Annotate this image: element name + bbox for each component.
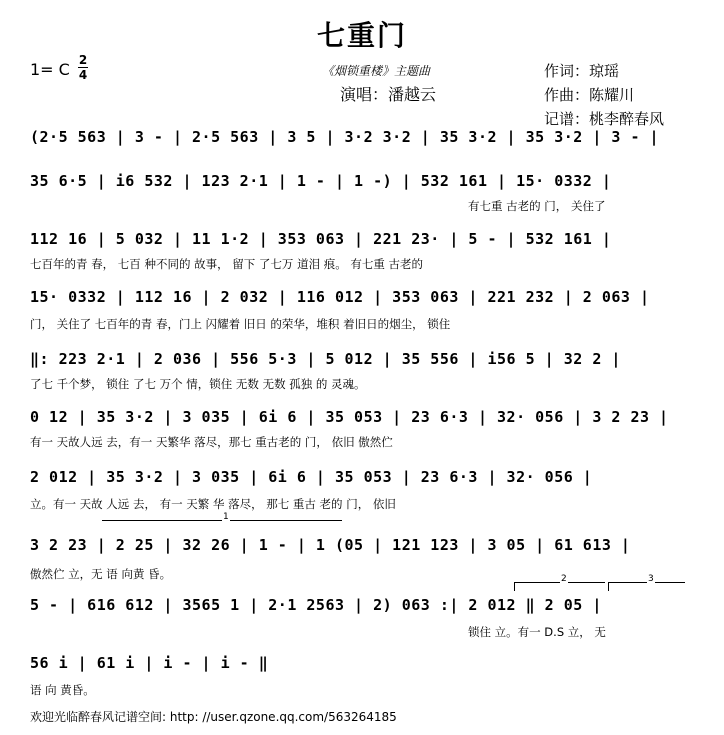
score-row-4: 15· 0332 | 112 16 | 2 032 | 116 012 | 353 063 | 221 232 | 2 063 | [30, 288, 650, 306]
volta-number-3: 3 [648, 574, 654, 584]
meter-bottom: 4 [78, 68, 88, 82]
key-signature: 1= C [30, 60, 70, 79]
score-row-9: 5 - | 616 612 | 3565 1 | 2·1 2563 | 2) 063 :| 2 012 ‖ 2 05 | [30, 596, 602, 614]
score-row-2: 35 6·5 | i6 532 | 123 2·1 | 1 - | 1 -) | 532 161 | 15· 0332 | [30, 172, 612, 190]
footer-link[interactable]: 欢迎光临醉春风记谱空间: http: //user.qzone.qq.com/563264185 [30, 710, 397, 724]
transcriber-credit: 记谱：桃李醉春风 [544, 110, 665, 128]
lyric-row-4: 门， 关住了 七百年的青 春，门上 闪耀着 旧日 的荣华，堆积 着旧日的烟尘， 锁住 [30, 317, 451, 331]
lyric-row-9: 锁住 立。有一 D.S 立， 无 [468, 625, 606, 639]
lyric-row-10: 语 向 黄昏。 [30, 683, 95, 697]
subtitle: 《烟锁重楼》主题曲 [322, 64, 431, 78]
score-row-6: 0 12 | 35 3·2 | 3 035 | 6i 6 | 35 053 | 23 6·3 | 32· 056 | 3 2 23 | [30, 408, 669, 426]
score-row-10: 56 i | 61 i | i - | i - ‖ [30, 654, 269, 672]
score-row-3: 112 16 | 5 032 | 11 1·2 | 353 063 | 221 23· | 5 - | 532 161 | [30, 230, 612, 248]
score-row-5: ‖: 223 2·1 | 2 036 | 556 5·3 | 5 012 | 35 556 | i56 5 | 32 2 | [30, 350, 621, 368]
composer-credit: 作曲：陈耀川 [544, 86, 635, 104]
time-signature [78, 54, 88, 81]
volta-bracket-1 [102, 512, 342, 522]
lyric-row-7: 立。有一 天故 人远 去， 有一 天繁 华 落尽， 那七 重古 老的 门， 依旧 [30, 497, 396, 511]
song-title: 七重门 [316, 19, 407, 52]
score-row-7: 2 012 | 35 3·2 | 3 035 | 6i 6 | 35 053 | 23 6·3 | 32· 056 | [30, 468, 593, 486]
lyric-row-5: 了七 千个梦， 锁住 了七 万个 情，锁住 无数 无数 孤独 的 灵魂。 [30, 377, 366, 391]
lyric-row-6: 有一 天故人远 去，有一 天繁华 落尽，那七 重古老的 门， 依旧 傲然伫 [30, 435, 393, 449]
volta-number-2: 2 [561, 574, 567, 584]
volta-bracket-3 [608, 574, 685, 591]
score-row-8: 3 2 23 | 2 25 | 32 26 | 1 - | 1 (05 | 121 123 | 3 05 | 61 613 | [30, 536, 631, 554]
lyricist-credit: 作词：琼瑶 [544, 62, 620, 80]
lyric-row-8: 傲然伫 立，无 语 向黄 昏。 [30, 567, 172, 581]
lyric-row-3: 七百年的青 春， 七百 种不同的 故事， 留下 了七万 道泪 痕。 有七重 古老的 [30, 257, 424, 271]
meter-top: 2 [78, 53, 88, 67]
volta-bracket-2 [514, 574, 605, 591]
singer-credit: 演唱：潘越云 [340, 85, 437, 104]
volta-number-1: 1 [223, 512, 229, 522]
score-row-1: (2·5 563 | 3 - | 2·5 563 | 3 5 | 3·2 3·2 | 35 3·2 | 35 3·2 | 3 - | [30, 128, 660, 146]
lyric-row-2: 有七重 古老的 门， 关住了 [468, 199, 606, 213]
